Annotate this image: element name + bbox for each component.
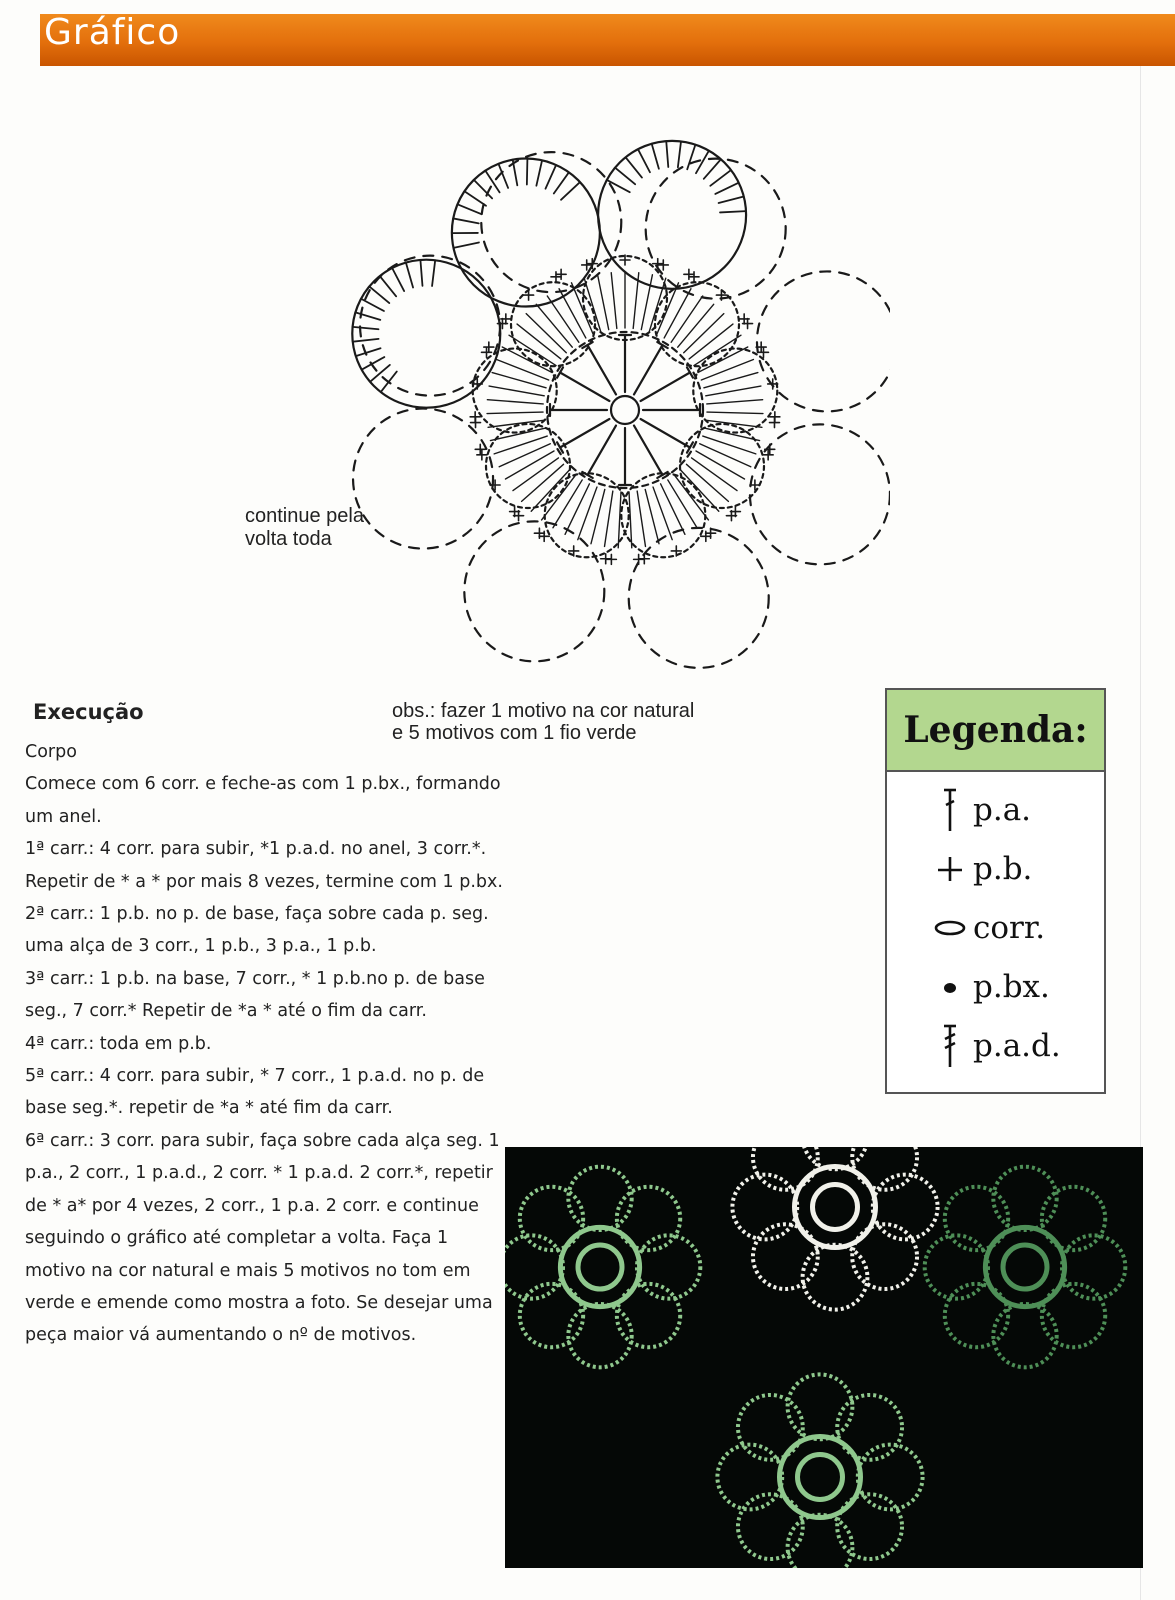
corr-symbol-icon bbox=[927, 918, 973, 938]
instruction-paragraph: 1ª carr.: 4 corr. para subir, *1 p.a.d. no anel, 3 corr.*. Repetir de * a * por mais 8 vezes, termine com 1 p.bx. bbox=[25, 839, 503, 892]
legend-item bbox=[887, 957, 1104, 1016]
crochet-diagram bbox=[290, 90, 890, 670]
legend-label: p.bx. bbox=[973, 968, 1050, 1005]
continue-note: continue pela volta toda bbox=[245, 505, 364, 550]
page-title: Gráfico bbox=[44, 12, 181, 53]
legend-box bbox=[885, 688, 1106, 1094]
crochet-photo bbox=[505, 1147, 1143, 1568]
legend-label: p.a.d. bbox=[973, 1027, 1061, 1064]
header-bar bbox=[40, 14, 1175, 66]
legend-list bbox=[887, 772, 1104, 1075]
instruction-paragraph: Comece com 6 corr. e feche-as com 1 p.bx., formando um anel. bbox=[25, 774, 501, 827]
p-bx-symbol-icon bbox=[927, 977, 973, 997]
instruction-paragraph: 3ª carr.: 1 p.b. na base, 7 corr., * 1 p.b.no p. de base seg., 7 corr.* Repetir de *a * até o fim da carr. bbox=[25, 968, 485, 1022]
legend-item bbox=[887, 839, 1104, 898]
legend-title: Legenda: bbox=[903, 709, 1088, 751]
legend-item bbox=[887, 898, 1104, 957]
instruction-paragraph: Corpo bbox=[25, 742, 77, 762]
instruction-paragraph: 5ª carr.: 4 corr. para subir, * 7 corr., 1 p.a.d. no p. de base seg.*. repetir de *a * até fim da carr. bbox=[25, 1066, 485, 1119]
p-a-d-symbol-icon bbox=[927, 1023, 973, 1069]
p-b-symbol-icon bbox=[927, 854, 973, 884]
legend-label: p.b. bbox=[973, 850, 1033, 887]
instructions bbox=[25, 736, 505, 1352]
instruction-paragraph: 6ª carr.: 3 corr. para subir, faça sobre cada alça seg. 1 p.a., 2 corr., 1 p.a.d., 2 corr. * 1 p.a.d. 2 corr.*, repetir de * a* por 4 vezes, 2 corr., 1 p.a. 2 corr. e continue seguindo o gráfico até completar a volta. Faça 1 motivo na cor natural e mais 5 motivos no tom em verde e emende como mostra a foto. Se desejar uma peça maior vá aumentando o nº de motivos. bbox=[25, 1130, 500, 1346]
legend-label: p.a. bbox=[973, 791, 1032, 828]
legend-header bbox=[887, 690, 1104, 772]
legend-item bbox=[887, 1016, 1104, 1075]
legend-label: corr. bbox=[973, 909, 1046, 946]
p-a-symbol-icon bbox=[927, 787, 973, 833]
instruction-paragraph: 2ª carr.: 1 p.b. no p. de base, faça sobre cada p. seg. uma alça de 3 corr., 1 p.b., 3 p.a., 1 p.b. bbox=[25, 904, 489, 957]
obs-note: obs.: fazer 1 motivo na cor natural e 5 motivos com 1 fio verde bbox=[392, 700, 695, 744]
legend-item bbox=[887, 780, 1104, 839]
section-title: Execução bbox=[33, 700, 144, 724]
instruction-paragraph: 4ª carr.: toda em p.b. bbox=[25, 1033, 212, 1054]
